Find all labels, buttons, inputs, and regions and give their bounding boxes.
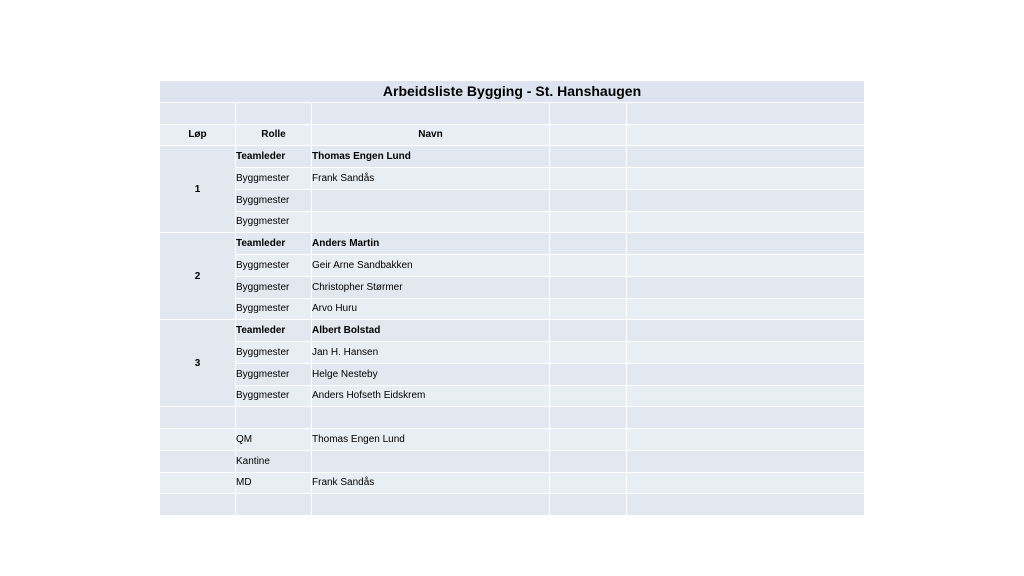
name-cell	[312, 189, 550, 211]
header-lop: Løp	[160, 124, 236, 146]
empty-cell	[550, 255, 627, 277]
empty-cell	[550, 298, 627, 320]
empty-cell	[627, 102, 865, 124]
name-cell: Anders Martin	[312, 233, 550, 255]
empty-cell	[312, 102, 550, 124]
empty-cell	[160, 429, 236, 451]
name-cell: Arvo Huru	[312, 298, 550, 320]
empty-cell	[627, 146, 865, 168]
empty-cell	[550, 385, 627, 407]
role-cell: Byggmester	[236, 211, 312, 233]
empty-cell	[627, 189, 865, 211]
empty-cell	[627, 233, 865, 255]
empty-cell	[550, 189, 627, 211]
empty-cell	[236, 407, 312, 429]
role-cell: Byggmester	[236, 255, 312, 277]
role-cell: QM	[236, 429, 312, 451]
empty-cell	[160, 472, 236, 494]
empty-cell	[550, 429, 627, 451]
empty-cell	[550, 102, 627, 124]
name-cell: Frank Sandås	[312, 472, 550, 494]
sheet-title: Arbeidsliste Bygging - St. Hanshaugen	[160, 81, 865, 103]
empty-cell	[627, 124, 865, 146]
empty-cell	[627, 276, 865, 298]
empty-cell	[550, 363, 627, 385]
empty-cell	[160, 450, 236, 472]
role-cell: MD	[236, 472, 312, 494]
role-cell: Byggmester	[236, 342, 312, 364]
empty-cell	[627, 385, 865, 407]
header-navn: Navn	[312, 124, 550, 146]
empty-cell	[627, 255, 865, 277]
name-cell: Jan H. Hansen	[312, 342, 550, 364]
name-cell	[312, 450, 550, 472]
name-cell	[312, 211, 550, 233]
role-cell: Byggmester	[236, 276, 312, 298]
empty-cell	[160, 102, 236, 124]
name-cell: Thomas Engen Lund	[312, 429, 550, 451]
role-cell: Byggmester	[236, 298, 312, 320]
name-cell: Thomas Engen Lund	[312, 146, 550, 168]
empty-cell	[312, 494, 550, 516]
empty-cell	[627, 168, 865, 190]
empty-cell	[627, 320, 865, 342]
role-cell: Kantine	[236, 450, 312, 472]
empty-cell	[627, 494, 865, 516]
empty-cell	[550, 146, 627, 168]
role-cell: Byggmester	[236, 189, 312, 211]
empty-cell	[550, 472, 627, 494]
name-cell: Christopher Størmer	[312, 276, 550, 298]
empty-cell	[550, 342, 627, 364]
empty-cell	[627, 342, 865, 364]
empty-cell	[550, 124, 627, 146]
role-cell: Teamleder	[236, 146, 312, 168]
role-cell: Teamleder	[236, 233, 312, 255]
empty-cell	[550, 494, 627, 516]
role-cell: Byggmester	[236, 363, 312, 385]
empty-cell	[627, 363, 865, 385]
empty-cell	[550, 233, 627, 255]
empty-cell	[627, 211, 865, 233]
empty-cell	[627, 472, 865, 494]
empty-cell	[550, 211, 627, 233]
name-cell: Albert Bolstad	[312, 320, 550, 342]
header-rolle: Rolle	[236, 124, 312, 146]
lop-number: 1	[160, 146, 236, 233]
name-cell: Helge Nesteby	[312, 363, 550, 385]
empty-cell	[627, 450, 865, 472]
empty-cell	[627, 298, 865, 320]
name-cell: Frank Sandås	[312, 168, 550, 190]
role-cell: Teamleder	[236, 320, 312, 342]
lop-number: 2	[160, 233, 236, 320]
empty-cell	[236, 494, 312, 516]
empty-cell	[550, 276, 627, 298]
empty-cell	[550, 407, 627, 429]
lop-number: 3	[160, 320, 236, 407]
empty-cell	[160, 494, 236, 516]
role-cell: Byggmester	[236, 168, 312, 190]
empty-cell	[312, 407, 550, 429]
empty-cell	[627, 407, 865, 429]
empty-cell	[627, 429, 865, 451]
worklist-sheet	[159, 80, 864, 495]
role-cell: Byggmester	[236, 385, 312, 407]
name-cell: Geir Arne Sandbakken	[312, 255, 550, 277]
empty-cell	[550, 320, 627, 342]
empty-cell	[236, 102, 312, 124]
worklist-table	[159, 80, 865, 516]
empty-cell	[160, 407, 236, 429]
name-cell: Anders Hofseth Eidskrem	[312, 385, 550, 407]
empty-cell	[550, 168, 627, 190]
empty-cell	[550, 450, 627, 472]
